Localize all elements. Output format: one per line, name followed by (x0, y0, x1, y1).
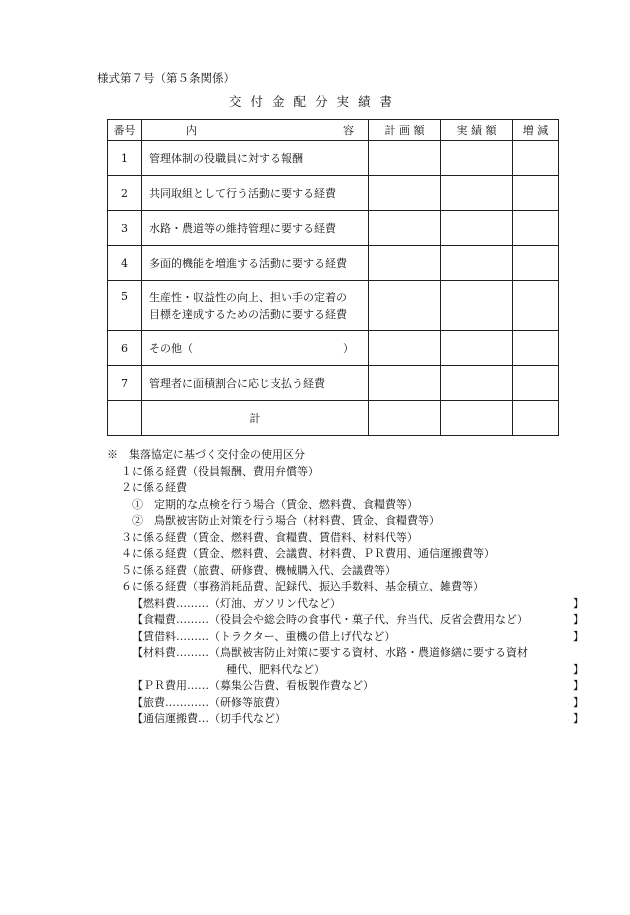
note-sub-item: ① 定期的な点検を行う場合（賃金、燃料費、食糧費等） (132, 497, 418, 511)
table-row (108, 366, 559, 401)
category-communication (107, 711, 584, 728)
row-number: 1 (108, 141, 142, 176)
cell-change[interactable] (513, 281, 559, 331)
header-actual: 実 績 額 (441, 120, 513, 141)
row-number: 4 (108, 246, 142, 281)
category-label: 【賃借料………（トラクター、重機の借上げ代など） (132, 629, 396, 643)
cell-change[interactable] (513, 246, 559, 281)
table-row (108, 246, 559, 281)
cell-actual[interactable] (441, 246, 513, 281)
note-item: ２に係る経費 (121, 481, 187, 494)
cell-actual[interactable] (441, 211, 513, 246)
row-content: 共同取組として行う活動に要する経費 (142, 176, 369, 211)
header-plan: 計 画 額 (369, 120, 441, 141)
cell-change[interactable] (513, 211, 559, 246)
header-number: 番号 (108, 120, 142, 141)
table-row (108, 141, 559, 176)
cell-plan[interactable] (369, 211, 441, 246)
cell-plan[interactable] (369, 331, 441, 366)
row-content: 管理者に面積割合に応じ支払う経費 (142, 366, 369, 401)
table-row (108, 281, 559, 331)
other-open-paren: その他（ (149, 341, 193, 355)
cell-change[interactable] (513, 366, 559, 401)
total-row (108, 401, 559, 436)
total-number-cell (108, 401, 142, 436)
category-materials-continued (107, 662, 584, 679)
category-label: 【ＰＲ費用……（募集公告費、看板製作費など） (132, 679, 374, 692)
category-rental (107, 629, 584, 646)
cell-plan[interactable] (369, 281, 441, 331)
cell-change[interactable] (513, 401, 559, 436)
cell-plan[interactable] (369, 401, 441, 436)
note-item: ５に係る経費（旅費、研修費、機械購入代、会議費等） (121, 563, 396, 577)
category-close-bracket: 】 (573, 629, 584, 643)
category-materials (107, 645, 584, 662)
allocation-table (107, 119, 559, 436)
category-close-bracket: 】 (573, 596, 584, 610)
table-row (108, 331, 559, 366)
document-title: 交付金配分実績書 (228, 94, 401, 109)
table-row (108, 211, 559, 246)
row-number: 2 (108, 176, 142, 211)
category-close-bracket: 】 (573, 662, 584, 676)
category-label: 【通信運搬費…（切手代など） (132, 712, 286, 725)
category-close-bracket: 】 (573, 712, 584, 725)
cell-actual[interactable] (441, 331, 513, 366)
category-continuation: 種代、肥料代など） (226, 662, 325, 676)
row-content-line: 目標を達成するための活動に要する経費 (149, 307, 347, 321)
cell-actual[interactable] (441, 401, 513, 436)
table-header-row (108, 120, 559, 141)
note-item: １に係る経費（役員報酬、費用弁償等） (121, 464, 319, 478)
cell-plan[interactable] (369, 141, 441, 176)
cell-change[interactable] (513, 331, 559, 366)
row-number: 5 (108, 281, 142, 331)
category-label: 【旅費…………（研修等旅費） (132, 695, 286, 709)
category-label: 【食糧費………（役員会や総会時の食事代・菓子代、弁当代、反省会費用など） (132, 613, 528, 626)
header-content (142, 120, 369, 141)
row-content: 水路・農道等の維持管理に要する経費 (142, 211, 369, 246)
header-change: 増 減 (513, 120, 559, 141)
row-content-other (142, 331, 369, 366)
cell-actual[interactable] (441, 176, 513, 211)
cell-plan[interactable] (369, 176, 441, 211)
note-item: ６に係る経費（事務消耗品費、記録代、振込手数料、基金積立、雑費等） (121, 580, 484, 593)
category-fuel (107, 596, 584, 613)
note-sub-item: ② 鳥獣被害防止対策を行う場合（材料費、賃金、食糧費等） (132, 514, 440, 527)
note-item: ４に係る経費（賃金、燃料費、会議費、材料費、ＰＲ費用、通信運搬費等） (121, 547, 495, 560)
notes-heading: ※ 集落協定に基づく交付金の使用区分 (107, 448, 305, 461)
cell-actual[interactable] (441, 366, 513, 401)
cell-change[interactable] (513, 141, 559, 176)
row-content (142, 281, 369, 331)
row-number: 6 (108, 331, 142, 366)
cell-plan[interactable] (369, 246, 441, 281)
note-item: ３に係る経費（賃金、燃料費、食糧費、賃借料、材料代等） (121, 530, 418, 544)
row-content: 管理体制の役職員に対する報酬 (142, 141, 369, 176)
category-travel (107, 695, 584, 712)
cell-actual[interactable] (441, 141, 513, 176)
header-content-right: 容 (343, 124, 354, 137)
usage-notes (107, 447, 584, 728)
other-close-paren: ） (343, 341, 354, 355)
category-close-bracket: 】 (573, 613, 584, 626)
category-close-bracket: 】 (573, 679, 584, 692)
cell-change[interactable] (513, 176, 559, 211)
category-label: 【燃料費………（灯油、ガソリン代など） (132, 596, 341, 610)
row-number: 3 (108, 211, 142, 246)
row-content-line: 生産性・収益性の向上、担い手の定着の (149, 290, 347, 304)
cell-plan[interactable] (369, 366, 441, 401)
cell-actual[interactable] (441, 281, 513, 331)
total-label: 計 (142, 401, 369, 436)
category-label: 【材料費………（鳥獣被害防止対策に要する資材、水路・農道修繕に要する資材 (132, 646, 528, 659)
form-number: 様式第７号（第５条関係） (97, 71, 235, 85)
category-close-bracket: 】 (573, 695, 584, 709)
category-pr (107, 678, 584, 695)
row-number: 7 (108, 366, 142, 401)
row-content: 多面的機能を増進する活動に要する経費 (142, 246, 369, 281)
header-content-left: 内 (186, 124, 197, 137)
category-food (107, 612, 584, 629)
table-row (108, 176, 559, 211)
